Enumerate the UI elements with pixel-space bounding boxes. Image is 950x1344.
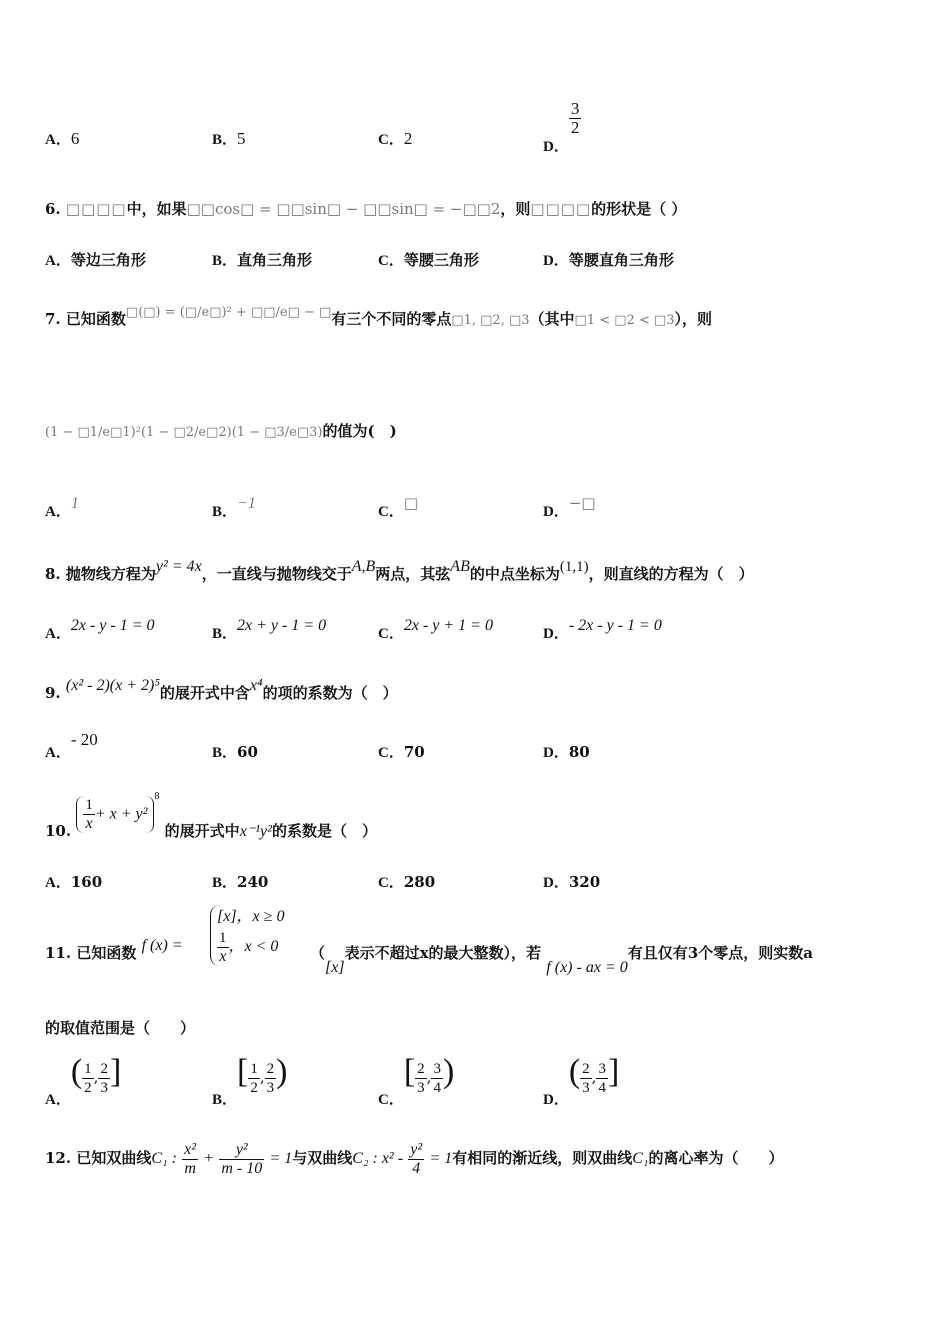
fraction: $\frac{3}{2}$ <box>570 99 580 137</box>
question-7-expression: (1 − □1/e□1)²(1 − □2/e□2)(1 − □3/e□3)的值为( ) <box>45 422 397 440</box>
garbled-formula: □□cos□ = □□sin□ − □□sin□ = −□□2 <box>186 200 501 218</box>
piecewise-brace: [x]，x ≥ 0 $\frac{1}{x}$ ，x < 0 <box>210 905 284 966</box>
question-9: 9. (x² - 2)(x + 2)⁵的展开式中含x⁴的项的系数为（ ） <box>45 677 398 702</box>
q10-option-b[interactable]: B．240 <box>212 873 269 891</box>
q7-option-a[interactable]: A．1 <box>45 495 79 520</box>
q11-option-c[interactable]: C．[ $\frac{2}{3}$ , $\frac{3}{4}$ ) <box>378 1053 455 1108</box>
garbled-formula: (1 − □1/e□1)²(1 − □2/e□2)(1 − □3/e□3) <box>45 425 323 440</box>
q7-option-c[interactable]: C．□ <box>378 494 419 520</box>
q5-option-c[interactable]: C．2 <box>378 129 413 148</box>
question-7: 7. 已知函数□(□) = (□/e□)² + □□/e□ − □有三个不同的零点□1, □2, □3（其中□1 < □2 < □3），则 <box>45 305 713 328</box>
q8-option-a[interactable]: A．2x - y - 1 = 0 <box>45 617 155 642</box>
q6-option-a[interactable]: A．等边三角形 <box>45 251 146 269</box>
q10-option-c[interactable]: C．280 <box>378 873 436 891</box>
q5-option-d[interactable]: D． $\frac{3}{2}$ <box>543 99 580 155</box>
question-6: 6. □□□□中，如果□□cos□ = □□sin□ − □□sin□ = −□□2，则□□□□的形状是（ ） <box>45 200 687 218</box>
q9-option-d[interactable]: D．80 <box>543 743 590 761</box>
question-12: 12. 已知双曲线C₁ : $\frac{\text{x²}}{m}$ + $\frac{\text{y²}}{m - 10}$ = 1与双曲线C₂ : x² - $\frac{\text{y²}}{4}$ = 1有相同的渐近线，则双曲线C₁的离心率为（ ） <box>45 1140 784 1177</box>
q8-option-c[interactable]: C．2x - y + 1 = 0 <box>378 617 493 642</box>
q7-option-d[interactable]: D．−□ <box>543 494 596 520</box>
q6-option-b[interactable]: B．直角三角形 <box>212 251 313 269</box>
question-11-cont: （[x]表示不超过x的最大整数），若 f (x) - ax = 0有且仅有3个零点，则实数a <box>310 944 813 976</box>
q9-option-a[interactable]: A．- 20 <box>45 730 98 761</box>
question-11: 11. 已知函数 f (x) = <box>45 937 183 962</box>
q11-option-b[interactable]: B．[ $\frac{1}{2}$ , $\frac{2}{3}$ ) <box>212 1053 288 1108</box>
q8-option-b[interactable]: B．2x + y - 1 = 0 <box>212 617 327 642</box>
garbled-formula: □(□) = (□/e□)² + □□/e□ − □ <box>125 305 332 320</box>
q5-option-a[interactable]: A．6 <box>45 129 80 148</box>
question-8: 8. 抛物线方程为y² = 4x，一直线与抛物线交于A,B两点，其弦AB的中点坐标为(1,1)，则直线的方程为（ ） <box>45 558 754 583</box>
bracket-expression: $\frac{1}{x}$ + x + y² <box>76 796 154 833</box>
question-10: 10. $\frac{1}{x}$ + x + y²$^8$ 的展开式中x⁻¹y²的系数是（ ） <box>45 790 377 840</box>
q9-option-c[interactable]: C．70 <box>378 743 425 761</box>
q10-option-d[interactable]: D．320 <box>543 873 601 891</box>
q11-option-a[interactable]: A．( $\frac{1}{2}$ , $\frac{2}{3}$ ] <box>45 1053 122 1108</box>
q7-option-b[interactable]: B．−1 <box>212 495 256 520</box>
question-11-line2: 的取值范围是（ ） <box>45 1019 196 1037</box>
q8-option-d[interactable]: D．- 2x - y - 1 = 0 <box>543 617 662 642</box>
q5-option-b[interactable]: B．5 <box>212 129 246 148</box>
q6-option-d[interactable]: D．等腰直角三角形 <box>543 251 674 269</box>
q10-option-a[interactable]: A．160 <box>45 873 103 891</box>
q6-option-c[interactable]: C．等腰三角形 <box>378 251 479 269</box>
q9-option-b[interactable]: B．60 <box>212 743 258 761</box>
q11-option-d[interactable]: D．( $\frac{2}{3}$ , $\frac{3}{4}$ ] <box>543 1053 620 1108</box>
